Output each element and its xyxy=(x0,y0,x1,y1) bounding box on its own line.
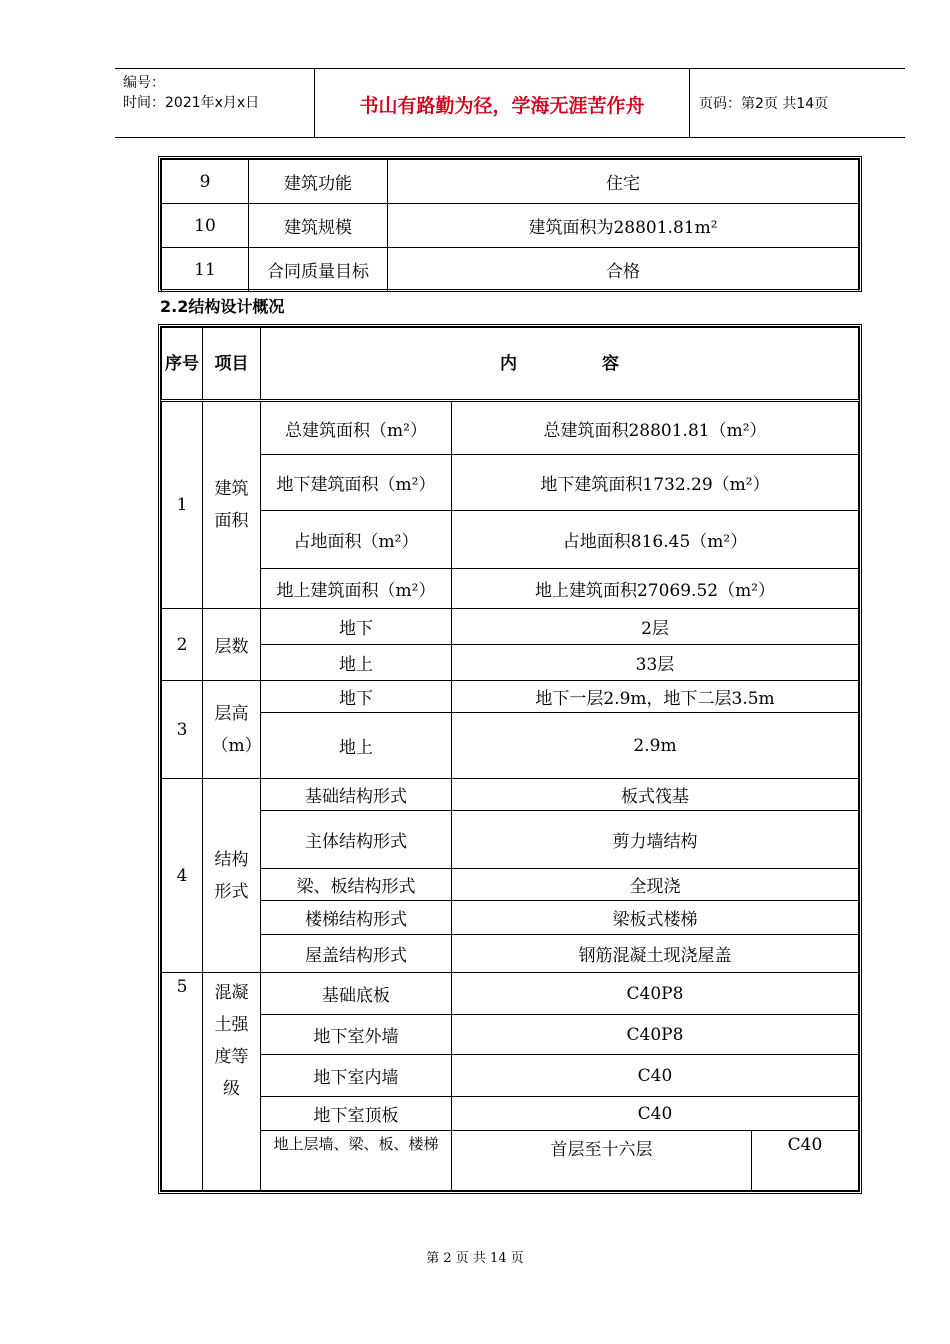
row-content: 建筑面积为28801.81m² xyxy=(388,204,859,248)
table-row xyxy=(162,1015,859,1055)
page-header xyxy=(115,68,905,138)
row-number: 9 xyxy=(162,160,249,204)
row-content: 住宅 xyxy=(388,160,859,204)
value: 首层至十六层 xyxy=(452,1131,752,1191)
value: 地上建筑面积27069.52（m²） xyxy=(452,569,859,609)
table-row xyxy=(162,869,859,901)
group-number: 1 xyxy=(162,401,203,609)
value: 地下一层2.9m，地下二层3.5m xyxy=(452,681,859,713)
value: 33层 xyxy=(452,645,859,681)
sub-item: 地上 xyxy=(261,713,452,779)
value: 总建筑面积28801.81（m²） xyxy=(452,401,859,455)
sub-item: 地上建筑面积（m²） xyxy=(261,569,452,609)
sub-item: 地上层墙、梁、板、楼梯 xyxy=(261,1131,452,1191)
table-row xyxy=(162,248,859,292)
row-number: 11 xyxy=(162,248,249,292)
value: 全现浇 xyxy=(452,869,859,901)
header-divider xyxy=(689,69,690,137)
row-item: 建筑功能 xyxy=(249,160,388,204)
table-row xyxy=(162,681,859,713)
group-item xyxy=(203,681,261,779)
group-number: 5 xyxy=(162,973,203,1191)
table-row xyxy=(162,401,859,455)
sub-item: 占地面积（m²） xyxy=(261,511,452,569)
row-item: 合同质量目标 xyxy=(249,248,388,292)
header-page-label: 页码：第2页 共14页 xyxy=(699,96,829,112)
table-row xyxy=(162,609,859,645)
row-item: 建筑规模 xyxy=(249,204,388,248)
value: 地下建筑面积1732.29（m²） xyxy=(452,455,859,511)
table-row xyxy=(162,935,859,973)
building-info-table xyxy=(158,156,862,292)
table-row xyxy=(162,973,859,1015)
sub-item: 基础底板 xyxy=(261,973,452,1015)
value: 剪力墙结构 xyxy=(452,811,859,869)
value: C40 xyxy=(452,1097,859,1131)
sub-item: 主体结构形式 xyxy=(261,811,452,869)
value: 2.9m xyxy=(452,713,859,779)
table-row xyxy=(162,811,859,869)
value: 板式筏基 xyxy=(452,779,859,811)
group-number: 4 xyxy=(162,779,203,973)
section-title: 2.2结构设计概况 xyxy=(160,297,285,316)
header-content: 内 容 xyxy=(261,328,859,401)
table-row xyxy=(162,645,859,681)
table-row xyxy=(162,901,859,935)
value-grade: C40 xyxy=(752,1131,859,1191)
group-item xyxy=(203,401,261,609)
sub-item: 基础结构形式 xyxy=(261,779,452,811)
table-row xyxy=(162,1097,859,1131)
table-row xyxy=(162,569,859,609)
value: 梁板式楼梯 xyxy=(452,901,859,935)
table-row xyxy=(162,455,859,511)
number-label: 编号： xyxy=(123,75,165,91)
sub-item: 总建筑面积（m²） xyxy=(261,401,452,455)
group-item xyxy=(203,779,261,973)
sub-item: 梁、板结构形式 xyxy=(261,869,452,901)
table-row xyxy=(162,1131,859,1191)
sub-item: 地下室顶板 xyxy=(261,1097,452,1131)
header-number: 序号 xyxy=(162,328,203,401)
table-row xyxy=(162,511,859,569)
table-row xyxy=(162,1055,859,1097)
row-number: 10 xyxy=(162,204,249,248)
value: C40 xyxy=(452,1055,859,1097)
group-item-label: 层高（m） xyxy=(211,703,262,756)
sub-item: 屋盖结构形式 xyxy=(261,935,452,973)
time-label: 时间：2021年x月x日 xyxy=(123,95,260,111)
header-item: 项目 xyxy=(203,328,261,401)
page-footer: 第 2 页 共 14 页 xyxy=(426,1251,524,1266)
header-motto: 书山有路勤为径，学海无涯苦作舟 xyxy=(359,95,645,117)
group-item xyxy=(203,973,261,1191)
sub-item: 楼梯结构形式 xyxy=(261,901,452,935)
sub-item: 地下室内墙 xyxy=(261,1055,452,1097)
value: 2层 xyxy=(452,609,859,645)
value: 占地面积816.45（m²） xyxy=(452,511,859,569)
row-content: 合格 xyxy=(388,248,859,292)
table-header-row xyxy=(162,328,859,401)
header-meta xyxy=(123,73,259,113)
group-number: 2 xyxy=(162,609,203,681)
group-number: 3 xyxy=(162,681,203,779)
group-item: 层数 xyxy=(203,609,261,681)
sub-item: 地下建筑面积（m²） xyxy=(261,455,452,511)
structure-design-table xyxy=(158,324,862,1194)
sub-item: 地上 xyxy=(261,645,452,681)
group-item-label: 建筑面积 xyxy=(214,479,249,531)
sub-item: 地下室外墙 xyxy=(261,1015,452,1055)
table-row xyxy=(162,779,859,811)
value: C40P8 xyxy=(452,973,859,1015)
group-item-label: 混凝土强度等级 xyxy=(214,983,249,1099)
table-row xyxy=(162,204,859,248)
sub-item: 地下 xyxy=(261,681,452,713)
value: 钢筋混凝土现浇屋盖 xyxy=(452,935,859,973)
value: C40P8 xyxy=(452,1015,859,1055)
group-item-label: 结构形式 xyxy=(214,849,249,902)
sub-item: 地下 xyxy=(261,609,452,645)
table-row xyxy=(162,160,859,204)
table-row xyxy=(162,713,859,779)
